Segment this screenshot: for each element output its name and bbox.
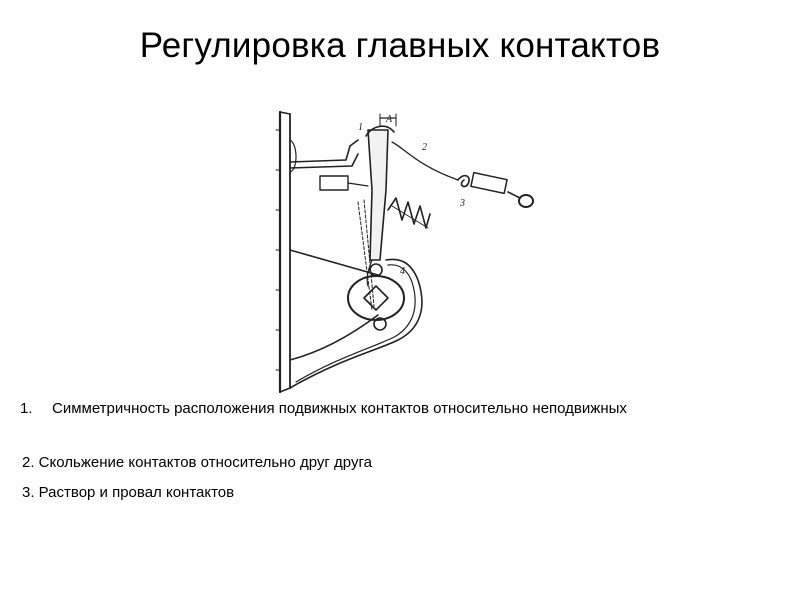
label-a: A — [386, 114, 393, 125]
list-item-text: Симметричность расположения подвижных контактов относительно неподвижных — [52, 400, 627, 417]
label-3: 3 — [460, 198, 465, 209]
list-item-number: 1. — [20, 400, 33, 417]
label-2: 2 — [422, 142, 427, 153]
slide-title: Регулировка главных контактов — [139, 26, 661, 65]
compression-spring — [388, 198, 430, 228]
fixed-contact — [290, 140, 368, 190]
moving-contact-lever — [358, 114, 396, 310]
list-item: 3. Раствор и провал контактов — [22, 484, 235, 501]
list-item: 2. Скольжение контактов относительно друг друга — [22, 454, 372, 471]
pivot-cam — [348, 260, 404, 330]
label-1: 1 — [358, 122, 363, 133]
label-4: 4 — [400, 266, 405, 277]
contact-mechanism-diagram — [268, 110, 538, 400]
base-plate — [276, 112, 296, 392]
